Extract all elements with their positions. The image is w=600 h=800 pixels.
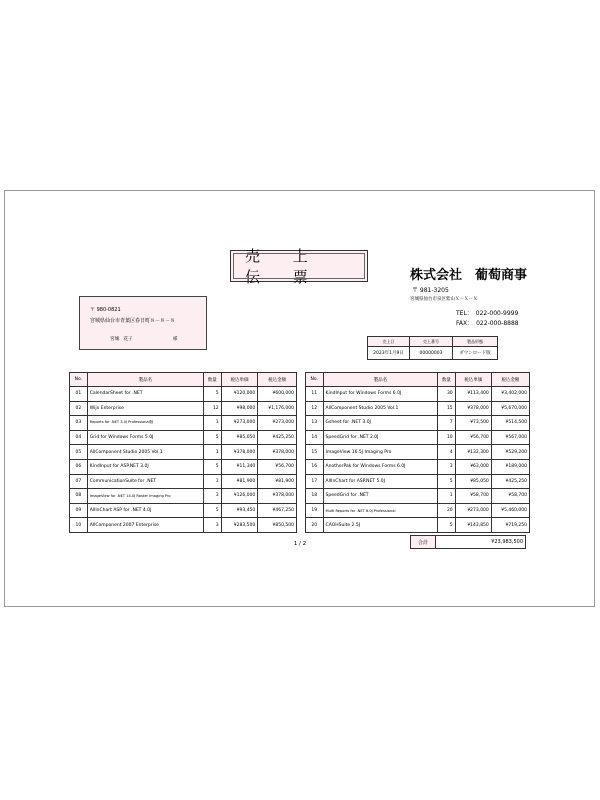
- row-unit-price: ¥85,050: [221, 430, 258, 445]
- row-unit-price: ¥81,900: [221, 474, 258, 489]
- row-product-name: AllInChart ASP for .NET 4.0J: [87, 503, 203, 518]
- table-row: [70, 459, 297, 474]
- row-unit-price: ¥11,340: [221, 459, 258, 474]
- row-quantity: 3: [438, 459, 456, 474]
- row-amount: ¥1,176,000: [258, 401, 297, 416]
- row-product-name: SpeedGrid for .NET 2.0J: [323, 430, 438, 445]
- row-unit-price: ¥93,450: [221, 503, 258, 518]
- meta-date: 2023年1月9日: [368, 347, 410, 360]
- row-quantity: 15: [438, 401, 456, 416]
- row-quantity: 20: [438, 503, 456, 518]
- items-table-left: [69, 372, 297, 533]
- customer-zip: 〒 980-0821: [90, 307, 121, 313]
- row-amount: ¥719,250: [491, 518, 529, 533]
- row-quantity: 5: [438, 474, 456, 489]
- col-header-name: 製品名: [87, 373, 203, 387]
- customer-honorific: 様: [173, 337, 178, 342]
- table-row: [306, 387, 530, 402]
- row-product-name: AllComponent Studio 2005 Vol.1: [87, 445, 203, 460]
- col-header-price: 税込単価: [455, 373, 491, 387]
- row-unit-price: ¥273,000: [455, 503, 491, 518]
- row-no: 03: [70, 416, 88, 431]
- row-quantity: 1: [203, 474, 221, 489]
- row-amount: ¥378,000: [258, 445, 297, 460]
- row-no: 16: [306, 459, 324, 474]
- col-header-no: No.: [306, 373, 324, 387]
- row-unit-price: ¥126,000: [221, 489, 258, 504]
- page-number: 1 / 2: [293, 541, 307, 547]
- row-quantity: 30: [438, 387, 456, 402]
- row-product-name: Gsheet for .NET 3.0J: [323, 416, 438, 431]
- row-unit-price: ¥378,000: [455, 401, 491, 416]
- row-no: 11: [306, 387, 324, 402]
- row-unit-price: ¥120,000: [221, 387, 258, 402]
- table-row: [306, 474, 530, 489]
- row-quantity: 1: [203, 445, 221, 460]
- meta-header-number: 売上番号: [410, 337, 453, 347]
- row-no: 13: [306, 416, 324, 431]
- col-header-no: No.: [70, 373, 88, 387]
- col-header-amount: 税込金額: [491, 373, 529, 387]
- row-product-name: KindInput for ASP.NET 3.0J: [87, 459, 203, 474]
- row-no: 12: [306, 401, 324, 416]
- row-quantity: 5: [203, 503, 221, 518]
- row-amount: ¥5,670,000: [491, 401, 529, 416]
- company-zip: 〒 981-3205: [412, 287, 449, 294]
- row-quantity: 10: [438, 430, 456, 445]
- table-row: [70, 445, 297, 460]
- row-quantity: 7: [438, 416, 456, 431]
- row-no: 08: [70, 489, 88, 504]
- row-amount: ¥850,500: [258, 518, 297, 533]
- row-quantity: 12: [203, 401, 221, 416]
- row-product-name: KindInput for Windows Forms 6.0J: [323, 387, 438, 402]
- row-product-name: Reports for .NET 3.0J Professional版: [87, 416, 203, 431]
- table-row: [306, 430, 530, 445]
- table-row: [306, 445, 530, 460]
- row-product-name: CalendarSheet for .NET: [87, 387, 203, 402]
- row-no: 10: [70, 518, 88, 533]
- table-row: [70, 474, 297, 489]
- row-no: 06: [70, 459, 88, 474]
- row-no: 18: [306, 489, 324, 504]
- row-no: 04: [70, 430, 88, 445]
- row-unit-price: ¥85,050: [455, 474, 491, 489]
- row-amount: ¥378,000: [258, 489, 297, 504]
- company-address: 宮城県仙台市泉区紫山Ｘ－Ｘ－Ｘ: [410, 297, 478, 302]
- row-quantity: 1: [438, 489, 456, 504]
- company-fax: FAX： 022-000-8888: [456, 320, 519, 327]
- row-unit-price: ¥283,500: [221, 518, 258, 533]
- row-product-name: AllInChart for ASP.NET 5.0J: [323, 474, 438, 489]
- meta-number: 00000003: [410, 347, 453, 360]
- row-product-name: SpeedGrid for .NET: [323, 489, 438, 504]
- table-row: [70, 387, 297, 402]
- row-amount: ¥273,000: [258, 416, 297, 431]
- row-unit-price: ¥73,500: [455, 416, 491, 431]
- col-header-name: 製品名: [323, 373, 438, 387]
- page-title: 売 上 伝 票: [245, 247, 322, 286]
- row-no: 19: [306, 503, 324, 518]
- col-header-amount: 税込金額: [258, 373, 297, 387]
- company-tel: TEL： 022-000-9999: [456, 310, 519, 317]
- row-amount: ¥425,250: [258, 430, 297, 445]
- items-table-right: [305, 372, 530, 533]
- total-label: 合計: [411, 536, 436, 549]
- table-row: [306, 489, 530, 504]
- row-quantity: 5: [203, 387, 221, 402]
- table-row: [306, 518, 530, 533]
- table-row: [306, 416, 530, 431]
- row-no: 15: [306, 445, 324, 460]
- row-no: 01: [70, 387, 88, 402]
- row-amount: ¥5,460,000: [491, 503, 529, 518]
- row-unit-price: ¥56,700: [455, 430, 491, 445]
- col-header-qty: 数量: [203, 373, 221, 387]
- table-row: [306, 401, 530, 416]
- row-amount: ¥189,000: [491, 459, 529, 474]
- row-product-name: CAOHSuite 2.5J: [323, 518, 438, 533]
- col-header-qty: 数量: [438, 373, 456, 387]
- customer-name: 宮城 花子: [110, 337, 133, 342]
- row-quantity: 3: [203, 489, 221, 504]
- row-product-name: AllComponent 2007 Enterprise: [87, 518, 203, 533]
- row-product-name: Wijx Enterprise: [87, 401, 203, 416]
- row-amount: ¥58,700: [491, 489, 529, 504]
- row-unit-price: ¥113,400: [455, 387, 491, 402]
- row-amount: ¥3,402,000: [491, 387, 529, 402]
- row-no: 09: [70, 503, 88, 518]
- row-amount: ¥529,200: [491, 445, 529, 460]
- row-product-name: AnotherPak for Windows Forms 6.0J: [323, 459, 438, 474]
- customer-address: 宮城県仙台市青葉区春日町８－８－８: [90, 318, 176, 324]
- row-no: 14: [306, 430, 324, 445]
- row-unit-price: ¥378,000: [221, 445, 258, 460]
- row-product-name: ImageView 16.5J Imaging Pro: [323, 445, 438, 460]
- table-row: [70, 489, 297, 504]
- company-name: 株式会社 葡萄商事: [410, 268, 528, 283]
- table-row: [306, 503, 530, 518]
- row-quantity: 5: [203, 430, 221, 445]
- row-product-name: CommunicationSuite for .NET: [87, 474, 203, 489]
- meta-header-type: 製品形態: [453, 337, 498, 347]
- table-row: [70, 518, 297, 533]
- table-row: [70, 401, 297, 416]
- row-quantity: 5: [203, 459, 221, 474]
- row-amount: ¥567,000: [491, 430, 529, 445]
- row-product-name: AllComponent Studio 2005 Vol.1: [323, 401, 438, 416]
- row-unit-price: ¥273,000: [221, 416, 258, 431]
- row-product-name: ImageView for .NET 14.0J Raster Imaging Pro: [87, 489, 203, 504]
- table-row: [306, 459, 530, 474]
- row-amount: ¥81,900: [258, 474, 297, 489]
- row-quantity: 1: [203, 416, 221, 431]
- table-row: [70, 416, 297, 431]
- row-unit-price: ¥63,000: [455, 459, 491, 474]
- row-no: 07: [70, 474, 88, 489]
- table-row: [70, 430, 297, 445]
- row-product-name: Multi Reports for .NET 6.0J Professional: [323, 503, 438, 518]
- row-unit-price: ¥143,850: [455, 518, 491, 533]
- sales-meta-table: [367, 336, 498, 360]
- row-no: 02: [70, 401, 88, 416]
- row-amount: ¥56,700: [258, 459, 297, 474]
- customer-address-box: [79, 296, 207, 350]
- row-quantity: 4: [438, 445, 456, 460]
- row-amount: ¥425,250: [491, 474, 529, 489]
- row-quantity: 5: [438, 518, 456, 533]
- title-box: [230, 247, 368, 286]
- row-product-name: Grid for Windows Forms 5.0J: [87, 430, 203, 445]
- row-amount: ¥514,500: [491, 416, 529, 431]
- row-amount: ¥467,250: [258, 503, 297, 518]
- row-unit-price: ¥98,000: [221, 401, 258, 416]
- meta-header-date: 売上日: [368, 337, 410, 347]
- meta-type: ダウンロード版: [453, 347, 498, 360]
- row-no: 05: [70, 445, 88, 460]
- row-amount: ¥600,000: [258, 387, 297, 402]
- table-row: [70, 503, 297, 518]
- row-unit-price: ¥132,300: [455, 445, 491, 460]
- row-no: 20: [306, 518, 324, 533]
- total-value: ¥23,983,500: [436, 536, 526, 549]
- row-unit-price: ¥58,700: [455, 489, 491, 504]
- row-quantity: 3: [203, 518, 221, 533]
- row-no: 17: [306, 474, 324, 489]
- col-header-price: 税込単価: [221, 373, 258, 387]
